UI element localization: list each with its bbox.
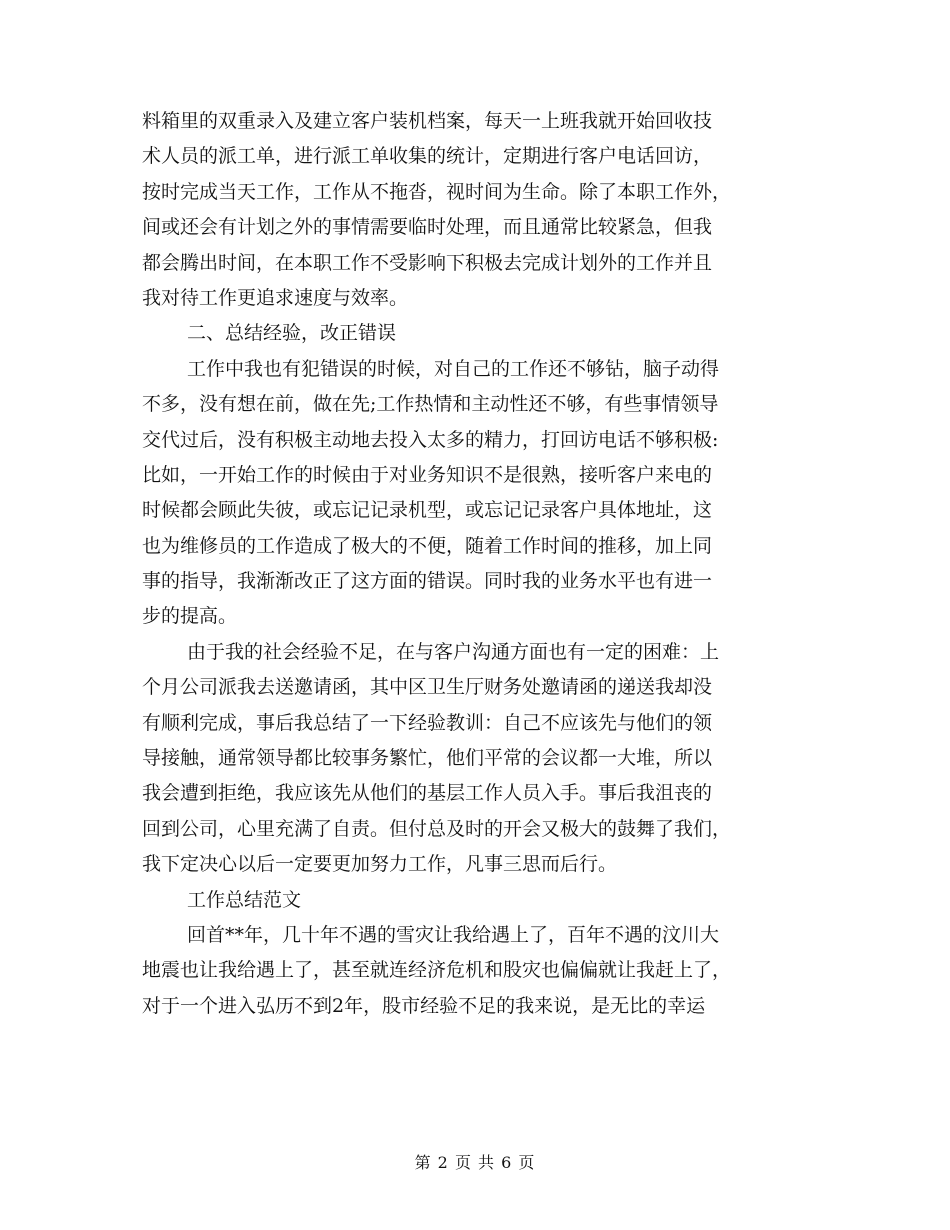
text-line: 料箱里的双重录入及建立客户装机档案，每天一上班我就开始回收技 (142, 110, 713, 132)
text-line: 时候都会顾此失彼，或忘记记录机型，或忘记记录客户具体地址，这 (142, 499, 713, 522)
text-line: 地震也让我给遇上了，甚至就连经济危机和股灾也偏偏就让我赶上了， (142, 959, 732, 982)
text-line: 有顺利完成，事后我总结了一下经验教训：自己不应该先与他们的领 (142, 711, 713, 734)
text-line: 交代过后，没有积极主动地去投入太多的精力，打回访电话不够积极: (142, 428, 719, 451)
text-line: 步的提高。 (142, 605, 238, 628)
text-line: 对于一个进入弘历不到2年，股市经验不足的我来说，是无比的幸运 (142, 994, 706, 1017)
document-body (142, 104, 812, 1024)
text-line: 不多，没有想在前，做在先;工作热情和主动性还不够，有些事情领导 (142, 393, 719, 416)
text-line: 我对待工作更追求速度与效率。 (142, 286, 409, 309)
text-line: 也为维修员的工作造成了极大的不便，随着工作时间的推移，加上同 (142, 534, 713, 557)
text-line: 按时完成当天工作，工作从不拖沓，视时间为生命。除了本职工作外， (142, 180, 732, 203)
text-line: 术人员的派工单，进行派工单收集的统计，定期进行客户电话回访， (142, 145, 713, 168)
text-line: 工作中我也有犯错误的时候，对自己的工作还不够钻，脑子动得 (187, 357, 720, 380)
text-line: 由于我的社会经验不足，在与客户沟通方面也有一定的困难：上 (187, 640, 720, 663)
text-line: 都会腾出时间，在本职工作不受影响下积极去完成计划外的工作并且 (142, 251, 713, 274)
page-number: 第 2 页 共 6 页 (414, 1153, 536, 1172)
text-line: 比如，一开始工作的时候由于对业务知识不是很熟，接听客户来电的 (142, 463, 713, 486)
text-line: 间或还会有计划之外的事情需要临时处理，而且通常比较紧急，但我 (142, 216, 713, 239)
text-line: 导接触，通常领导都比较事务繁忙，他们平常的会议都一大堆，所以 (142, 747, 713, 770)
text-line: 事的指导，我渐渐改正了这方面的错误。同时我的业务水平也有进一 (142, 570, 713, 593)
text-line: 回到公司，心里充满了自责。但付总及时的开会又极大的鼓舞了我们， (142, 817, 732, 840)
text-line: 我下定决心以后一定要更加努力工作，凡事三思而后行。 (142, 853, 618, 876)
text-line: 我会遭到拒绝，我应该先从他们的基层工作人员入手。事后我沮丧的 (142, 782, 713, 805)
text-line: 回首**年，几十年不遇的雪灾让我给遇上了，百年不遇的汶川大 (187, 923, 720, 946)
section-heading: 工作总结范文 (187, 888, 302, 911)
section-heading: 二、总结经验，改正错误 (187, 322, 397, 345)
text-line: 个月公司派我去送邀请函，其中区卫生厅财务处邀请函的递送我却没 (142, 676, 713, 699)
